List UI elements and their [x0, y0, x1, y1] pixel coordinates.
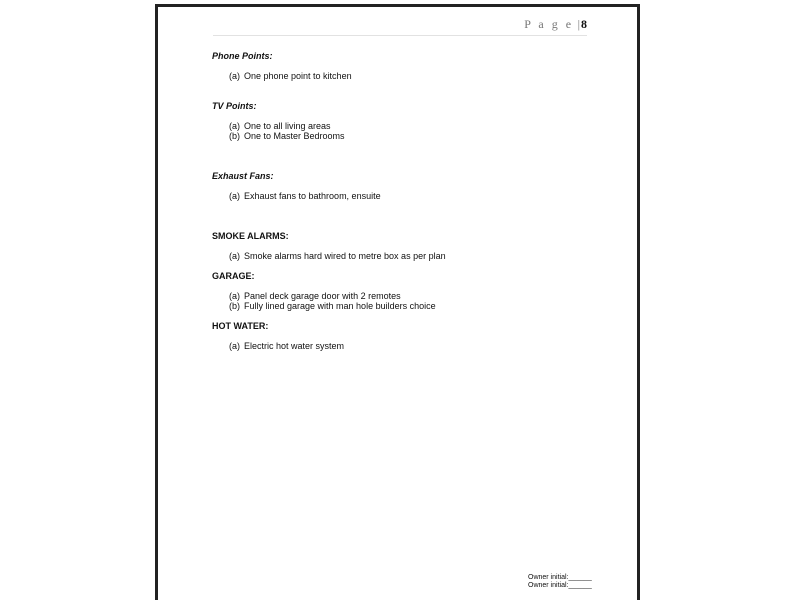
item-list [212, 291, 592, 311]
section-title: SMOKE ALARMS: [212, 231, 289, 241]
item-text: Exhaust fans to bathroom, ensuite [244, 191, 381, 201]
owner-initial-line: Owner initial:______ [528, 582, 592, 589]
item-marker: (a) [229, 291, 240, 301]
item-text: Electric hot water system [244, 341, 345, 351]
section-hot-water [212, 321, 592, 351]
list-item [212, 191, 592, 201]
list-item [212, 341, 592, 351]
item-text: One to Master Bedrooms [244, 131, 345, 141]
section-tv-points [212, 101, 592, 141]
page-header [213, 17, 587, 36]
item-list [212, 341, 592, 351]
item-marker: (a) [229, 251, 240, 261]
item-marker: (a) [229, 71, 240, 81]
item-text: One phone point to kitchen [244, 71, 352, 81]
section-exhaust-fans [212, 171, 592, 201]
item-text: One to all living areas [244, 121, 331, 131]
list-item [212, 71, 592, 81]
section-smoke-alarms [212, 231, 592, 261]
owner-initial-block [528, 574, 592, 590]
item-text: Panel deck garage door with 2 remotes [244, 291, 401, 301]
list-item [212, 121, 592, 131]
owner-initial-line: Owner initial:______ [528, 574, 592, 581]
section-title: Phone Points: [212, 51, 273, 61]
page-label: P a g e [524, 17, 574, 31]
section-title: TV Points: [212, 101, 257, 111]
section-title: Exhaust Fans: [212, 171, 274, 181]
section-garage [212, 271, 592, 311]
list-item [212, 251, 592, 261]
section-title: HOT WATER: [212, 321, 269, 331]
item-text: Smoke alarms hard wired to metre box as per plan [244, 251, 446, 261]
item-list [212, 71, 592, 81]
page-separator: | [577, 17, 580, 31]
section-phone-points [212, 51, 592, 81]
list-item [212, 301, 592, 311]
item-list [212, 121, 592, 141]
page-number: 8 [581, 17, 587, 31]
item-marker: (b) [229, 131, 240, 141]
list-item [212, 291, 592, 301]
item-marker: (a) [229, 121, 240, 131]
item-list [212, 191, 592, 201]
item-marker: (b) [229, 301, 240, 311]
item-text: Fully lined garage with man hole builders choice [244, 301, 436, 311]
item-marker: (a) [229, 191, 240, 201]
item-marker: (a) [229, 341, 240, 351]
section-title: GARAGE: [212, 271, 255, 281]
list-item [212, 131, 592, 141]
document-body [212, 51, 592, 351]
document-page [155, 4, 640, 600]
item-list [212, 251, 592, 261]
